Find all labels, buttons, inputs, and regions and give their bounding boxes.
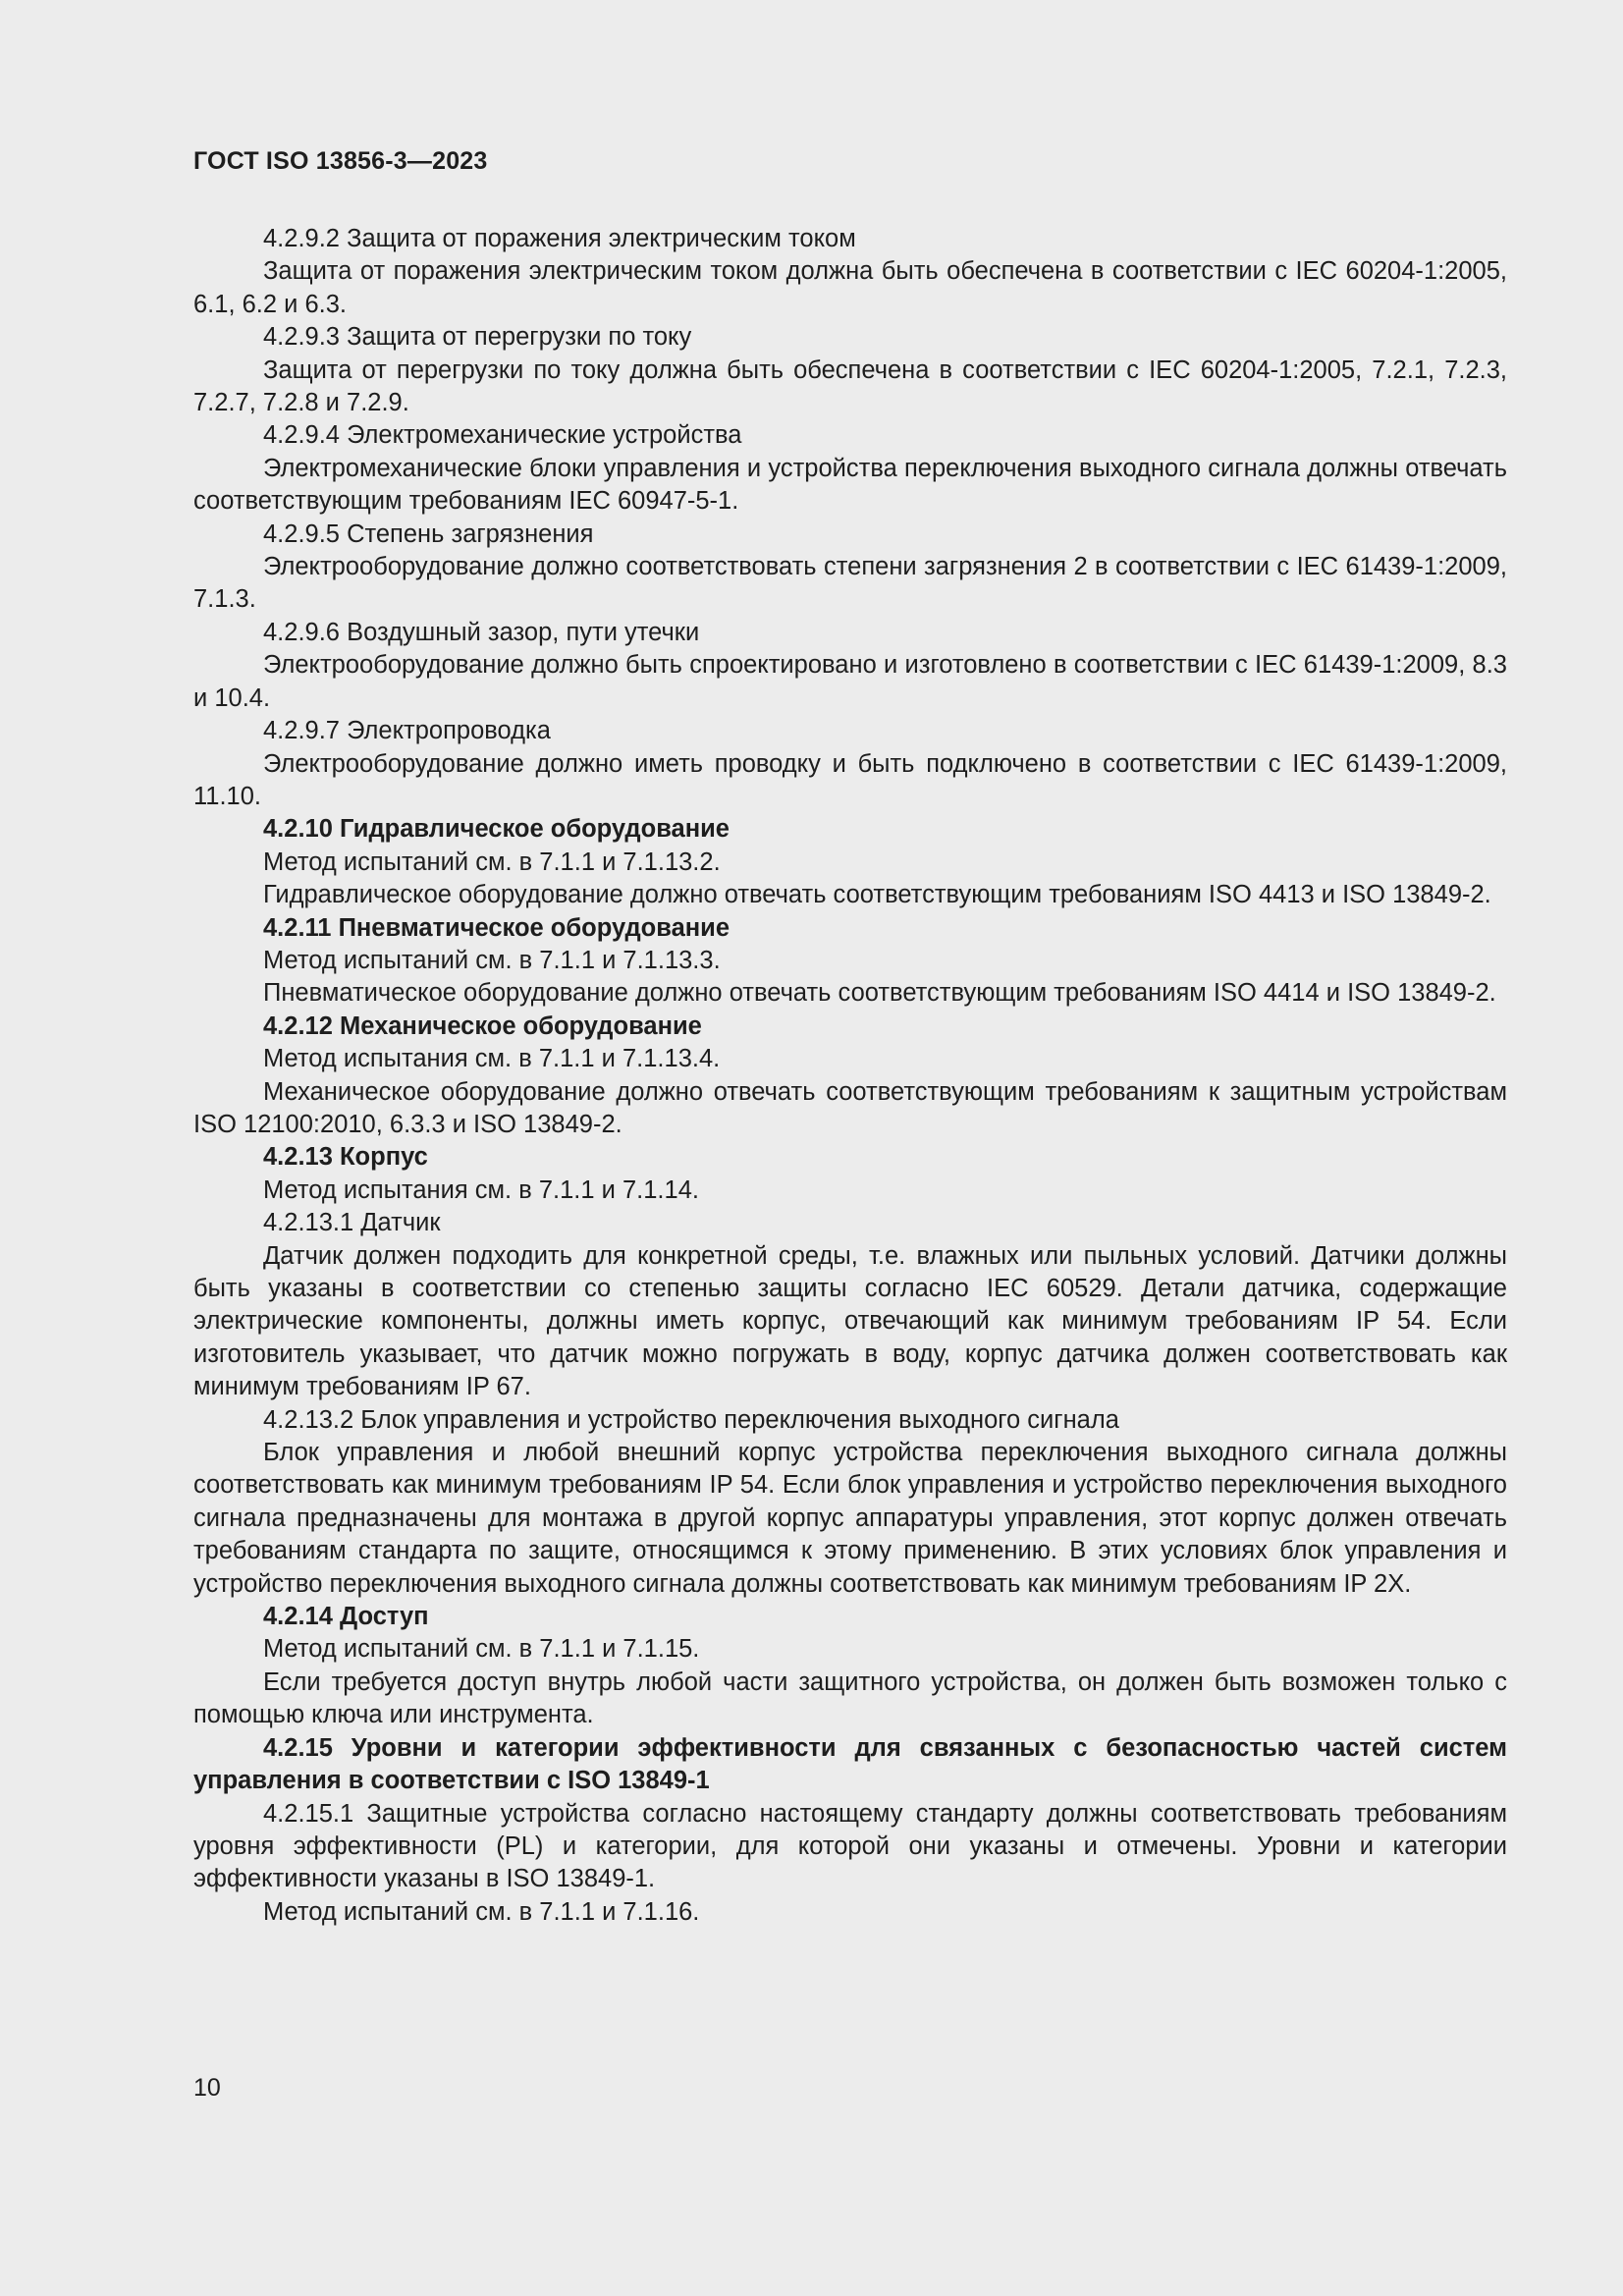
body-paragraph: Электрооборудование должно соответствовать степени загрязнения 2 в соответствии с IEC 61439-1:2009, 7.1.3. <box>193 553 1507 614</box>
subsection-line: Метод испытаний см. в 7.1.1 и 7.1.16. <box>263 1897 700 1926</box>
subsection-line: 4.2.9.2 Защита от поражения электрическим током <box>263 225 856 252</box>
subsection-line: 4.2.9.7 Электропроводка <box>263 717 551 745</box>
body-paragraph: Гидравлическое оборудование должно отвечать соответствующим требованиям ISO 4413 и ISO 13849-2. <box>263 881 1491 909</box>
body-paragraph: Датчик должен подходить для конкретной среды, т.е. влажных или пыльных условий. Датчики должны быть указаны в соответствии со степенью защиты согласно IEC 60529. Детали датчика, содержащие электрические компоненты, должны иметь корпус, отвечающий как минимум требованиям IP 54. Если изготовитель указывает, что датчик можно погружать в воду, корпус датчика должен соответствовать как минимум требованиям IP 67. <box>193 1241 1507 1401</box>
body-paragraph: Электромеханические блоки управления и устройства переключения выходного сигнала должны отвечать соответствующим требованиям IEC 60947-5-1. <box>193 454 1507 516</box>
subsection-line: Метод испытаний см. в 7.1.1 и 7.1.13.3. <box>263 946 721 974</box>
body-paragraph: Блок управления и любой внешний корпус устройства переключения выходного сигнала должны соответствовать как минимум требованиям IP 54. Если блок управления и устройство переключения выходного сигнала предназначены для монтажа в другой корпус аппаратуры управления, этот корпус должен отвечать требованиям стандарта по защите, относящимся к этому применению. В этих условиях блок управления и устройство переключения выходного сигнала должны соответствовать как минимум требованиям IP 2X. <box>193 1439 1507 1598</box>
page-number: 10 <box>193 2074 221 2102</box>
body-paragraph: Если требуется доступ внутрь любой части защитного устройства, он должен быть возможен только с помощью ключа или инструмента. <box>193 1667 1507 1729</box>
section-heading: 4.2.14 Доступ <box>263 1603 429 1631</box>
subsection-line: Метод испытаний см. в 7.1.1 и 7.1.15. <box>263 1635 700 1664</box>
document-body <box>193 223 1507 1929</box>
body-paragraph: Электрооборудование должно иметь проводку и быть подключено в соответствии с IEC 61439-1:2009, 11.10. <box>193 749 1507 810</box>
section-heading: 4.2.11 Пневматическое оборудование <box>263 913 730 942</box>
subsection-line: Метод испытания см. в 7.1.1 и 7.1.14. <box>263 1175 699 1204</box>
subsection-line: Метод испытаний см. в 7.1.1 и 7.1.13.2. <box>263 847 721 876</box>
body-paragraph: Защита от перегрузки по току должна быть обеспечена в соответствии с IEC 60204-1:2005, 7.2.1, 7.2.3, 7.2.7, 7.2.8 и 7.2.9. <box>193 355 1507 417</box>
section-heading: 4.2.10 Гидравлическое оборудование <box>263 815 730 844</box>
body-paragraph: Электрооборудование должно быть спроектировано и изготовлено в соответствии с IEC 61439-1:2009, 8.3 и 10.4. <box>193 651 1507 712</box>
document-header: ГОСТ ISO 13856-3—2023 <box>193 147 488 175</box>
subsection-line: 4.2.9.4 Электромеханические устройства <box>263 421 742 450</box>
section-heading: 4.2.15 Уровни и категории эффективности для связанных с безопасностью частей систем управления в соответствии с ISO 13849-1 <box>193 1733 1507 1795</box>
subsection-line: 4.2.9.6 Воздушный зазор, пути утечки <box>263 618 700 646</box>
section-heading: 4.2.12 Механическое оборудование <box>263 1011 702 1040</box>
section-heading: 4.2.13 Корпус <box>263 1143 428 1172</box>
body-paragraph: 4.2.15.1 Защитные устройства согласно настоящему стандарту должны соответствовать требованиям уровня эффективности (PL) и категории, для которой они указаны и отмечены. Уровни и категории эффективности указаны в ISO 13849-1. <box>193 1799 1507 1893</box>
subsection-line: 4.2.13.1 Датчик <box>263 1209 441 1237</box>
body-paragraph: Пневматическое оборудование должно отвечать соответствующим требованиям ISO 4414 и ISO 13849-2. <box>263 979 1496 1008</box>
body-paragraph: Защита от поражения электрическим током должна быть обеспечена в соответствии с IEC 60204-1:2005, 6.1, 6.2 и 6.3. <box>193 257 1507 318</box>
subsection-line: 4.2.9.3 Защита от перегрузки по току <box>263 323 692 352</box>
subsection-line: 4.2.13.2 Блок управления и устройство переключения выходного сигнала <box>263 1405 1119 1434</box>
subsection-line: 4.2.9.5 Степень загрязнения <box>263 519 594 548</box>
subsection-line: Метод испытания см. в 7.1.1 и 7.1.13.4. <box>263 1045 721 1073</box>
body-paragraph: Механическое оборудование должно отвечать соответствующим требованиям к защитным устройствам ISO 12100:2010, 6.3.3 и ISO 13849-2. <box>193 1077 1507 1138</box>
